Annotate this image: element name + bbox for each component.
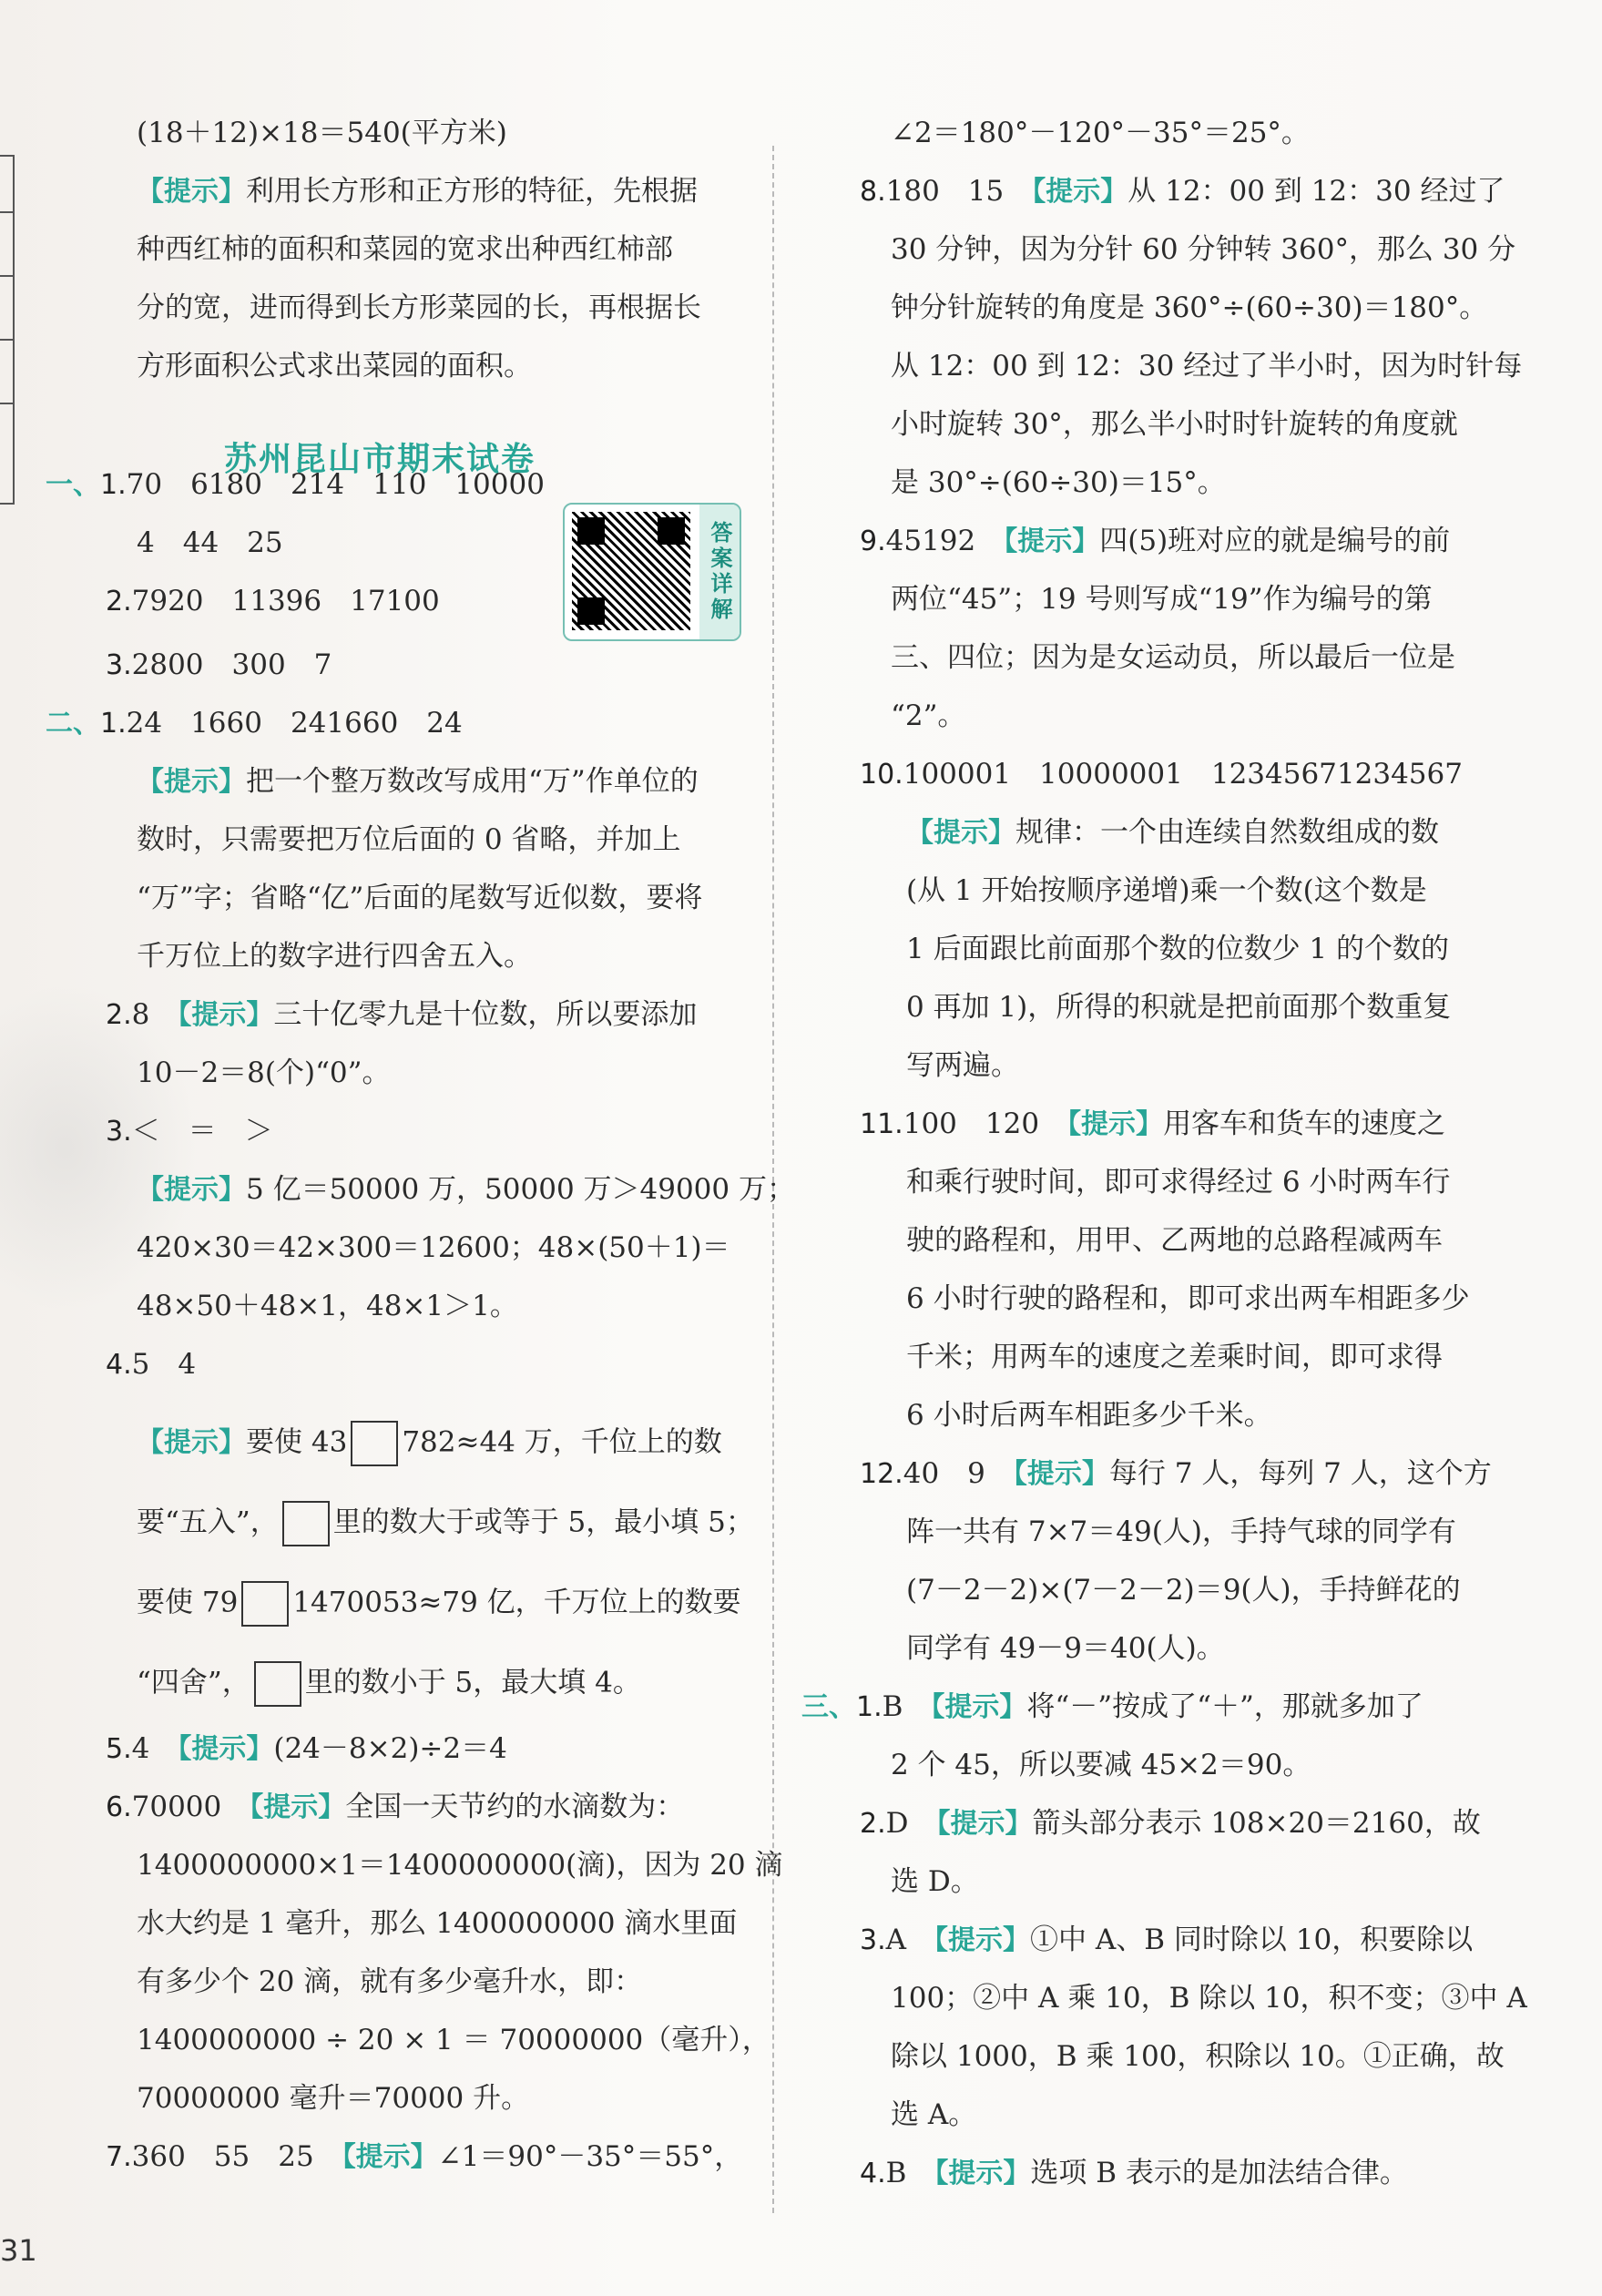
- qr-code-panel[interactable]: [563, 503, 741, 641]
- question-number: 4.: [860, 2158, 886, 2189]
- answer-text: 水大约是 1 毫升，那么 1400000000 滴水里面: [137, 1907, 738, 1940]
- answer-text: 180 15: [885, 175, 1033, 208]
- text-line: [860, 2155, 1408, 2192]
- text-line: [137, 1171, 795, 1209]
- answer-text: “2”。: [891, 699, 966, 732]
- text-line: [906, 814, 1439, 852]
- text-line: [906, 872, 1427, 909]
- answer-text: 8: [131, 998, 179, 1031]
- qr-label: 答案详解: [699, 505, 740, 639]
- tip-label: 【提示】: [1067, 1108, 1164, 1140]
- answer-text: 钟分针旋转的角度是 360°÷(60÷30)＝180°。: [891, 291, 1488, 324]
- text-line: [137, 1288, 518, 1324]
- page-number: 31: [0, 2233, 37, 2268]
- text-line: [137, 231, 673, 268]
- text-line: [891, 1980, 1527, 2016]
- text-line: [891, 2097, 976, 2133]
- answer-text: B: [885, 2157, 935, 2189]
- answer-text: 70000: [131, 1791, 250, 1823]
- answer-text: 选 A。: [891, 2098, 977, 2131]
- answer-text: 6 小时行驶的路程和，即可求出两车相距多少: [906, 1282, 1470, 1315]
- tip-text: 四(5)班对应的就是编号的前: [1099, 525, 1451, 557]
- answer-text: 48×50＋48×1，48×1＞1。: [137, 1290, 518, 1322]
- answer-text: “万”字；省略“亿”后面的尾数写近似数，要将: [137, 882, 703, 914]
- text-line: [106, 1346, 196, 1383]
- answer-text: 写两遍。: [906, 1049, 1019, 1082]
- tip-label: 【提示】: [250, 1791, 346, 1823]
- answer-text: 1400000000 ÷ 20 × 1 ＝ 70000000（毫升），: [137, 2024, 770, 2056]
- tip-text: 用客车和货车的速度之: [1163, 1107, 1446, 1140]
- answer-text: 5 4: [131, 1348, 197, 1381]
- tip-label: 【提示】: [1032, 176, 1128, 208]
- answer-text: 420×30＝42×300＝12600；48×(50＋1)＝: [137, 1231, 730, 1264]
- text-line: [906, 1630, 1225, 1667]
- answer-text: 里的数大于或等于 5，最小填 5；: [332, 1505, 754, 1539]
- question-number: 3.: [106, 649, 132, 681]
- answer-text: (7－2－2)×(7－2－2)＝9(人)，手持鲜花的: [906, 1574, 1461, 1607]
- answer-text: 三、四位；因为是女运动员，所以最后一位是: [891, 641, 1455, 674]
- answer-text: 分的宽，进而得到长方形菜园的长，再根据长: [137, 291, 701, 324]
- text-line: [860, 523, 1450, 560]
- tip-text: 选项 B 表示的是加法结合律。: [1030, 2157, 1408, 2189]
- text-line: [906, 1572, 1461, 1608]
- text-line: [137, 290, 701, 326]
- tip-label: 【提示】: [137, 1426, 246, 1459]
- text-line: [137, 1905, 737, 1942]
- text-line: [137, 1581, 741, 1627]
- answer-text: 把一个整万数改写成用“万”作单位的: [246, 765, 699, 798]
- answer-text: 2800 300 7: [131, 648, 332, 681]
- text-line: [137, 880, 702, 916]
- answer-text: 同学有 49－9＝40(人)。: [906, 1632, 1225, 1665]
- answer-text: ＜ ＝ ＞: [131, 1115, 273, 1148]
- text-line: [137, 173, 698, 210]
- tip-text: 全国一天节约的水滴数为：: [345, 1791, 685, 1823]
- answer-text: A: [885, 1924, 935, 1956]
- tip-label: 【提示】: [1013, 1458, 1109, 1490]
- text-line: [891, 464, 1226, 501]
- answer-text: 1400000000×1＝1400000000(滴)，因为 20 滴: [137, 1849, 783, 1882]
- question-number: 3.: [860, 1924, 886, 1956]
- text-line: [891, 231, 1515, 268]
- blank-box: [351, 1421, 398, 1466]
- answer-text: 两位“45”；19 号则写成“19”作为编号的第: [891, 583, 1433, 616]
- answer-text: 4 44 25: [137, 526, 283, 559]
- tip-label: 【提示】: [137, 766, 246, 798]
- answer-text: “四舍”，: [137, 1666, 250, 1699]
- answer-text: 0 再加 1)，所得的积就是把前面那个数重复: [906, 991, 1452, 1024]
- question-number: 8.: [860, 176, 886, 208]
- question-number: 6.: [106, 1791, 132, 1823]
- answer-text: 1470053≈79 亿，千万位上的数要: [292, 1586, 741, 1619]
- tip-text: 箭头部分表示 108×20＝2160，故: [1032, 1807, 1481, 1840]
- question-number: 1.: [856, 1691, 883, 1723]
- section-number: 二、: [46, 708, 100, 740]
- text-line: [137, 1501, 754, 1546]
- question-number: 11.: [860, 1108, 903, 1140]
- answer-text: 是 30°÷(60÷30)＝15°。: [891, 466, 1226, 499]
- answer-text: 70000000 毫升＝70000 升。: [137, 2082, 530, 2115]
- answer-text: 1 后面跟比前面那个数的位数少 1 的个数的: [906, 933, 1450, 965]
- question-number: 2.: [106, 586, 132, 617]
- text-line: [106, 1730, 507, 1768]
- answer-text: 规律：一个由连续自然数组成的数: [1015, 816, 1439, 849]
- text-line: [137, 1964, 642, 2000]
- text-line: [906, 1339, 1443, 1375]
- blank-box: [241, 1581, 289, 1627]
- answer-text: 10－2＝8(个)“0”。: [137, 1056, 391, 1089]
- tip-text: 从 12：00 到 12：30 经过了: [1128, 175, 1505, 208]
- text-line: [906, 1047, 1019, 1084]
- question-number: 4.: [106, 1349, 132, 1381]
- answer-text: 阵一共有 7×7＝49(人)，手持气球的同学有: [906, 1515, 1456, 1548]
- tip-label: 【提示】: [178, 1733, 274, 1765]
- answer-text: 从 12：00 到 12：30 经过了半小时，因为时针每: [891, 350, 1523, 383]
- answer-text: 30 分钟，因为分针 60 分钟转 360°，那么 30 分: [891, 233, 1516, 266]
- tip-label: 【提示】: [936, 1808, 1033, 1840]
- tip-label: 【提示】: [931, 1691, 1027, 1723]
- text-line: [860, 1805, 1481, 1842]
- text-line: [106, 1113, 273, 1150]
- tip-label: 【提示】: [137, 176, 246, 208]
- answer-text: 要使 43: [246, 1425, 348, 1459]
- question-number: 12.: [860, 1458, 903, 1490]
- answer-text: 千万位上的数字进行四舍五入。: [137, 940, 532, 973]
- text-line: [906, 931, 1449, 967]
- question-number: 2.: [106, 999, 132, 1031]
- answer-text: 千米；用两车的速度之差乘时间，即可求得: [906, 1341, 1443, 1373]
- answer-text: D: [885, 1807, 937, 1840]
- answer-text: 24 1660 241660 24: [126, 707, 463, 740]
- section-number: 三、: [801, 1691, 856, 1723]
- question-number: 2.: [860, 1808, 886, 1840]
- answer-text: 2 个 45，所以要减 45×2＝90。: [891, 1749, 1311, 1781]
- text-line: [891, 406, 1458, 443]
- text-line: [801, 1689, 1423, 1726]
- answer-text: 100 120: [903, 1107, 1068, 1140]
- blank-box: [282, 1501, 330, 1546]
- text-line: [137, 763, 699, 801]
- text-line: [46, 705, 463, 742]
- answer-text: 小时旋转 30°，那么半小时时针旋转的角度就: [891, 408, 1458, 441]
- text-line: [891, 115, 1310, 151]
- binding-margin: [0, 155, 15, 505]
- text-line: [46, 466, 545, 504]
- text-line: [137, 1230, 730, 1266]
- answer-text: 4: [131, 1732, 179, 1765]
- text-line: [106, 996, 697, 1034]
- text-line: [860, 1106, 1445, 1143]
- text-line: [106, 1789, 684, 1826]
- text-line: [860, 1455, 1492, 1493]
- text-line: [891, 290, 1487, 326]
- text-line: [137, 348, 532, 384]
- tip-label: 【提示】: [934, 1924, 1031, 1956]
- tip-label: 【提示】: [137, 1174, 246, 1206]
- text-line: [891, 639, 1455, 676]
- answer-text: 方形面积公式求出菜园的面积。: [137, 350, 532, 383]
- tip-text: ①中 A、B 同时除以 10，积要除以: [1030, 1924, 1474, 1956]
- tip-text: 将“－”按成了“＋”，那就多加了: [1026, 1690, 1423, 1723]
- text-line: [906, 1281, 1470, 1317]
- section-title: 苏州昆山市期末试卷: [224, 441, 536, 478]
- answer-text: 100；②中 A 乘 10，B 除以 10，积不变；③中 A: [891, 1982, 1527, 2015]
- answer-text: 数时，只需要把万位后面的 0 省略，并加上: [137, 823, 681, 856]
- text-line: [137, 2022, 770, 2058]
- answer-text: 和乘行驶时间，即可求得经过 6 小时两车行: [906, 1166, 1451, 1199]
- text-line: [906, 1397, 1272, 1434]
- answer-text: 782≈44 万，千位上的数: [402, 1425, 722, 1459]
- tip-label: 【提示】: [1004, 526, 1100, 557]
- text-line: [891, 348, 1522, 384]
- answer-text: B: [882, 1690, 932, 1723]
- text-line: [106, 583, 440, 620]
- tip-label: 【提示】: [934, 2158, 1031, 2189]
- text-line: [137, 525, 283, 561]
- text-line: [106, 2138, 742, 2176]
- text-line: [860, 173, 1505, 210]
- answer-text: 有多少个 20 滴，就有多少毫升水，即：: [137, 1965, 643, 1998]
- question-number: 3.: [106, 1116, 132, 1148]
- text-line: [891, 698, 965, 734]
- text-line: [860, 756, 1463, 793]
- text-line: [137, 1661, 641, 1707]
- question-number: 9.: [860, 526, 886, 557]
- text-line: [906, 1164, 1450, 1200]
- text-line: [137, 1847, 783, 1883]
- text-line: [137, 115, 507, 151]
- tip-text: (24－8×2)÷2＝4: [273, 1732, 507, 1765]
- tip-text: ∠1＝90°－35°＝55°，: [437, 2140, 743, 2173]
- answer-text: 要使 79: [137, 1586, 239, 1619]
- question-number: 1.: [100, 469, 127, 501]
- text-line: [137, 821, 680, 858]
- question-number: 5.: [106, 1733, 132, 1765]
- text-line: [891, 2038, 1505, 2075]
- question-number: 7.: [106, 2141, 132, 2173]
- answer-text: 里的数小于 5，最大填 4。: [304, 1666, 641, 1699]
- answer-text: 种西红柿的面积和菜园的宽求出种西红柿部: [137, 233, 673, 266]
- blank-box: [254, 1661, 301, 1707]
- answer-text: 5 亿＝50000 万，50000 万＞49000 万；: [246, 1173, 795, 1206]
- qr-code-icon: [572, 512, 690, 630]
- answer-text: 除以 1000，B 乘 100，积除以 10。①正确，故: [891, 2040, 1505, 2073]
- answer-text: 6 小时后两车相距多少千米。: [906, 1399, 1272, 1432]
- answer-text: 100001 10000001 12345671234567: [903, 758, 1463, 791]
- tip-label: 【提示】: [178, 999, 274, 1031]
- answer-text: 要“五入”，: [137, 1505, 279, 1539]
- text-line: [137, 938, 532, 975]
- section-number: 一、: [46, 469, 100, 501]
- answer-text: 7920 11396 17100: [131, 585, 440, 617]
- answer-text: ∠2＝180°－120°－35°＝25°。: [891, 117, 1310, 149]
- answer-text: 70 6180 214 110 10000: [126, 468, 545, 501]
- text-line: [891, 1747, 1311, 1783]
- text-line: [891, 581, 1433, 617]
- answer-text: 驶的路程和，用甲、乙两地的总路程减两车: [906, 1224, 1443, 1257]
- tip-text: 三十亿零九是十位数，所以要添加: [273, 998, 698, 1031]
- answer-text: 360 55 25: [131, 2140, 342, 2173]
- text-line: [137, 2080, 529, 2117]
- question-number: 10.: [860, 759, 903, 791]
- tip-label: 【提示】: [342, 2141, 438, 2173]
- text-line: [906, 1514, 1456, 1550]
- text-line: [891, 1863, 979, 1900]
- text-line: [860, 1922, 1473, 1959]
- text-line: [906, 1222, 1443, 1259]
- answer-text: 45192: [885, 525, 1005, 557]
- text-line: [137, 1421, 722, 1466]
- tip-label: 【提示】: [906, 817, 1015, 849]
- answer-text: 40 9: [903, 1457, 1014, 1490]
- tip-text: 每行 7 人，每列 7 人，这个方: [1108, 1457, 1492, 1490]
- answer-text: 选 D。: [891, 1865, 979, 1898]
- answer-text: (18＋12)×18＝540(平方米): [137, 117, 507, 149]
- text-line: [137, 1055, 391, 1091]
- text-line: [906, 989, 1451, 1026]
- answer-text: 利用长方形和正方形的特征，先根据: [246, 175, 698, 208]
- answer-text: (从 1 开始按顺序递增)乘一个数(这个数是: [906, 874, 1427, 907]
- text-line: [106, 647, 332, 684]
- question-number: 1.: [100, 708, 127, 740]
